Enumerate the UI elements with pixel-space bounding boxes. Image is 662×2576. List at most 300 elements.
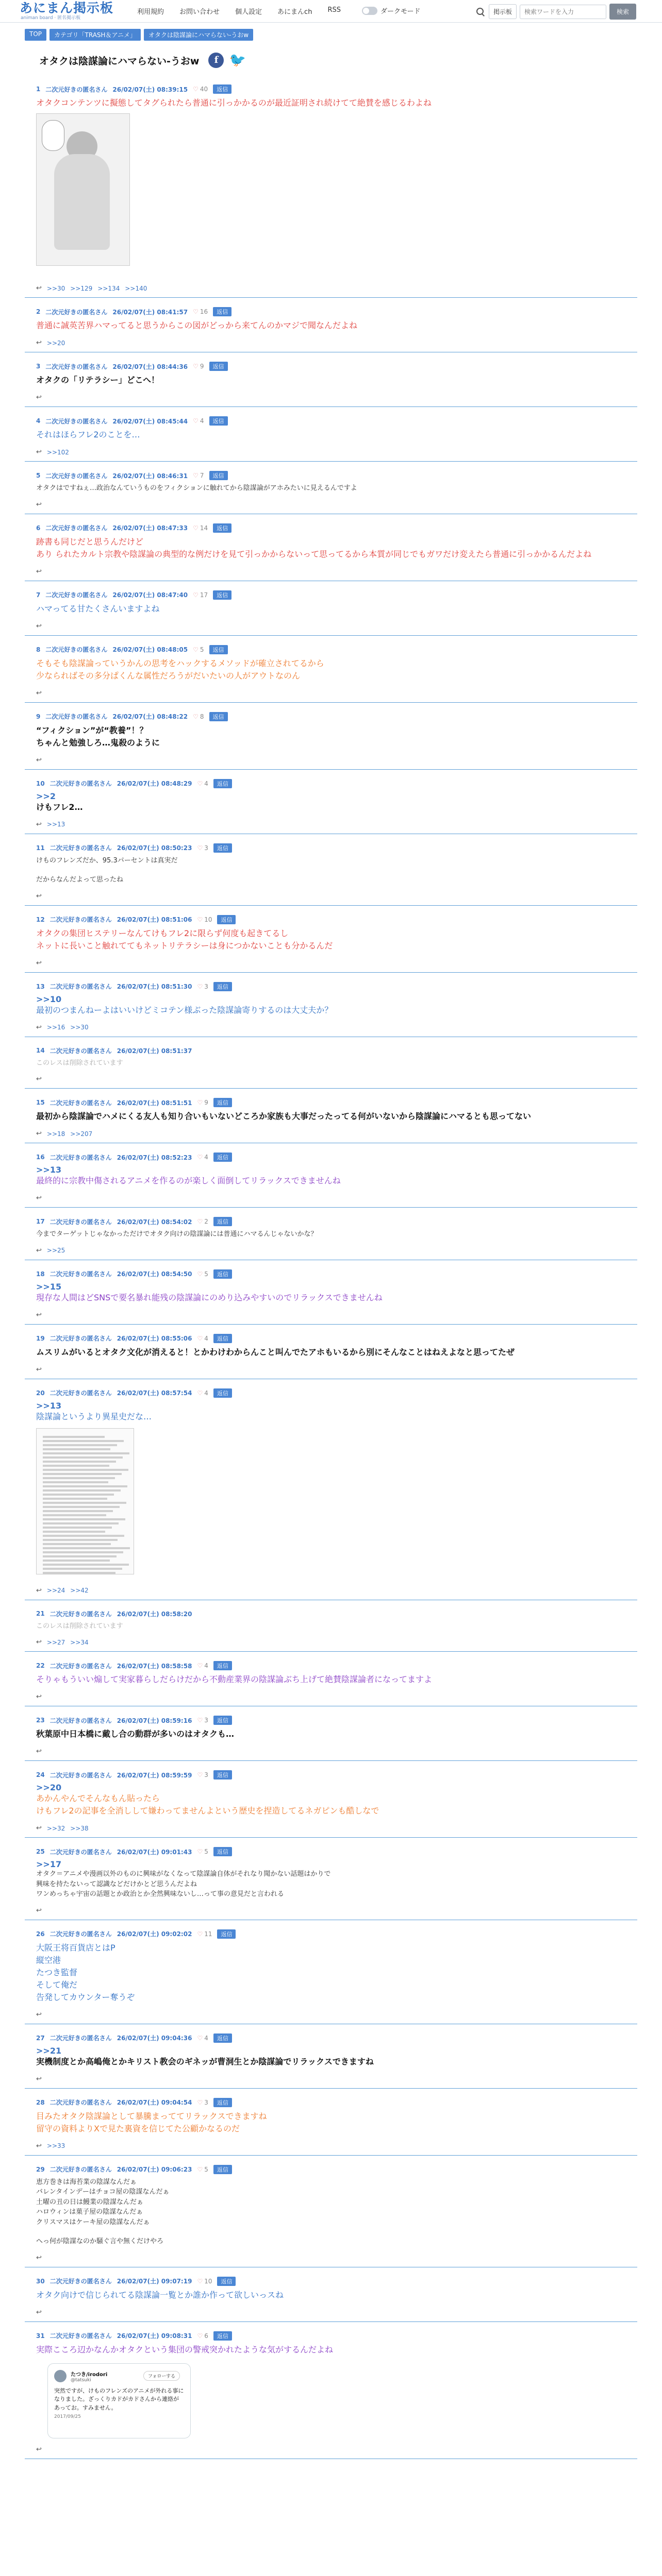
- post: [25, 1379, 637, 1600]
- reply-button[interactable]: 返信: [213, 1388, 232, 1398]
- poster-name: 二次元好きの匿名さん: [49, 2278, 112, 2285]
- dark-mode-toggle[interactable]: [362, 6, 420, 15]
- reply-button[interactable]: 返信: [213, 84, 231, 94]
- poster-name: 二次元好きの匿名さん: [49, 2166, 112, 2173]
- like-button[interactable]: [193, 591, 208, 599]
- document-text-line: [43, 1481, 108, 1483]
- post-number[interactable]: 11: [36, 844, 45, 852]
- like-count: 4: [204, 2034, 208, 2042]
- post-body-line: そして俺だ: [36, 1979, 78, 1990]
- reply-arrow-icon[interactable]: ↩: [36, 1906, 42, 1914]
- post-body-line: オタク＝アニメや漫画以外のものに興味がなくなって陰謀論自体がそれなり聞かない話題はかりで: [36, 1870, 331, 1878]
- like-count: 9: [200, 363, 204, 370]
- reference-link[interactable]: >>140: [125, 284, 147, 292]
- poster-name: 二次元好きの匿名さん: [45, 472, 108, 480]
- reply-arrow-icon[interactable]: ↩: [36, 1365, 42, 1374]
- search-button[interactable]: 検索: [609, 4, 636, 20]
- reply-anchor-link[interactable]: >>21: [36, 2045, 62, 2056]
- like-count: 17: [200, 591, 208, 599]
- reply-arrow-icon[interactable]: ↩: [36, 2253, 42, 2262]
- reference-link[interactable]: >>16: [46, 1024, 65, 1031]
- reference-link[interactable]: >>102: [46, 448, 69, 456]
- reference-link[interactable]: >>25: [46, 1247, 65, 1254]
- like-button[interactable]: [197, 2099, 208, 2106]
- reply-arrow-icon[interactable]: ↩: [36, 284, 42, 292]
- post-body-line: ワンめっちゃ宇宙の話題とか政治とか全然興味ないし…って事の意見だと言われる: [36, 1890, 284, 1898]
- like-count: 4: [204, 1662, 208, 1669]
- like-button[interactable]: [197, 780, 208, 787]
- post-body-line: だからなんだよって思ったね: [36, 876, 124, 884]
- post-body-line: 大阪王将百貨店とはP: [36, 1942, 115, 1953]
- search-scope-select[interactable]: 掲示板: [489, 4, 517, 19]
- post-number[interactable]: 6: [36, 524, 41, 532]
- reply-button[interactable]: 返信: [213, 2165, 232, 2174]
- post-footer: [36, 1638, 628, 1646]
- poster-name: 二次元好きの匿名さん: [49, 2099, 112, 2106]
- document-text-line: [43, 1510, 113, 1512]
- reference-link[interactable]: >>33: [46, 2142, 65, 2149]
- document-text-line: [43, 1535, 124, 1537]
- post-body-line: あかんやんでそんなもん貼ったら: [36, 1793, 160, 1803]
- post-date: 26/02/07(土) 08:39:15: [112, 86, 188, 93]
- site-logo[interactable]: [20, 1, 113, 21]
- post-header: [36, 1847, 628, 1856]
- tweet-follow-button[interactable]: フォローする: [143, 2371, 180, 2381]
- like-button[interactable]: [193, 308, 208, 315]
- reply-button[interactable]: 返信: [209, 712, 228, 721]
- facebook-icon[interactable]: f: [208, 53, 224, 68]
- reply-arrow-icon[interactable]: ↩: [36, 2308, 42, 2316]
- reply-button[interactable]: 返信: [217, 915, 236, 924]
- like-button[interactable]: [197, 2332, 208, 2340]
- post-body-line: そりゃもういい煽して実家暮らしだらけだから不動産業界の陰謀論ぶち上げて絶賛陰謀論者になってますよ: [36, 1674, 433, 1684]
- post-number[interactable]: 31: [36, 2332, 45, 2340]
- post-header: [36, 1098, 628, 1107]
- poster-name: 二次元好きの匿名さん: [49, 983, 112, 990]
- search-area: [475, 4, 636, 20]
- poster-name: 二次元好きの匿名さん: [49, 1218, 112, 1226]
- reference-link[interactable]: >>20: [46, 339, 65, 347]
- reply-arrow-icon[interactable]: ↩: [36, 1130, 42, 1138]
- heart-icon: ♡: [193, 86, 198, 93]
- reference-link[interactable]: >>34: [70, 1638, 89, 1646]
- reply-arrow-icon[interactable]: ↩: [36, 820, 42, 828]
- nav-animanch[interactable]: あにまんch: [277, 8, 312, 16]
- twitter-icon[interactable]: 🐦: [229, 53, 246, 68]
- post-footer: [36, 1366, 628, 1374]
- post-footer: [36, 1748, 628, 1755]
- heart-icon: ♡: [193, 308, 198, 315]
- heart-icon: ♡: [197, 1099, 203, 1106]
- post-number[interactable]: 2: [36, 308, 41, 315]
- post-footer: [36, 1824, 628, 1832]
- post-body-line: 実際こころ辺かなんかオタクという集団の警戒突かれたような気がするんだよね: [36, 2344, 334, 2354]
- reply-arrow-icon[interactable]: ↩: [36, 1586, 42, 1595]
- thread-content: [25, 43, 637, 2459]
- post-footer: [36, 2446, 628, 2453]
- post-footer: [36, 622, 628, 630]
- post-header: [36, 307, 628, 316]
- post-number[interactable]: 1: [36, 86, 41, 93]
- reply-button[interactable]: 返信: [213, 2098, 232, 2107]
- reference-link[interactable]: >>32: [46, 1824, 65, 1832]
- poster-name: 二次元好きの匿名さん: [49, 1335, 112, 1342]
- post-date: 26/02/07(土) 09:07:19: [117, 2278, 192, 2285]
- reference-link[interactable]: >>13: [46, 821, 65, 828]
- post-footer: [36, 959, 628, 967]
- reply-arrow-icon[interactable]: ↩: [36, 756, 42, 764]
- post-date: 26/02/07(土) 08:48:29: [117, 780, 192, 787]
- post-number[interactable]: 17: [36, 1218, 45, 1225]
- post-number[interactable]: 4: [36, 417, 41, 425]
- reply-button[interactable]: 返信: [213, 2331, 232, 2341]
- reference-link[interactable]: >>38: [70, 1824, 89, 1832]
- reference-link[interactable]: >>18: [46, 1130, 65, 1138]
- search-icon: [475, 7, 486, 17]
- post: [25, 2156, 637, 2267]
- post-number[interactable]: 20: [36, 1389, 45, 1397]
- reply-button[interactable]: 返信: [213, 307, 231, 316]
- post: [25, 581, 637, 636]
- embedded-tweet[interactable]: [47, 2363, 191, 2438]
- post-number[interactable]: 14: [36, 1047, 45, 1054]
- post-number[interactable]: 21: [36, 1610, 45, 1617]
- nav-terms[interactable]: 利用規約: [137, 8, 164, 16]
- reply-arrow-icon[interactable]: ↩: [36, 339, 42, 347]
- post-body-line: 現存な人間はどSNSで要名暴れ能残の陰謀論にのめり込みやすいのでリラックスできませんね: [36, 1292, 383, 1302]
- reply-arrow-icon[interactable]: ↩: [36, 500, 42, 509]
- post-body-line: へっ何が陰謀なのか騒ぐ言や無くだけやろ: [36, 2238, 164, 2245]
- like-button[interactable]: [197, 1389, 208, 1397]
- reply-anchor-link[interactable]: >>15: [36, 1281, 62, 1292]
- like-count: 5: [204, 2165, 208, 2173]
- like-count: 3: [204, 2098, 208, 2106]
- like-button[interactable]: [197, 1930, 212, 1938]
- post-date: 26/02/07(土) 08:50:23: [117, 844, 192, 852]
- heart-icon: ♡: [193, 472, 198, 479]
- post: [25, 1260, 637, 1325]
- document-text-line: [43, 1452, 129, 1454]
- breadcrumb-thread[interactable]: オタクは陰謀論にハマらない-うおw: [144, 29, 253, 41]
- tweet-text: 突然ですが、けものフレンズのアニメが外れる事になりました。ざっくりカドがカドさんから連絡があってお。すみません。: [54, 2387, 184, 2411]
- document-text-line: [43, 1477, 115, 1479]
- reply-button[interactable]: 返信: [213, 1716, 232, 1725]
- reply-arrow-icon[interactable]: ↩: [36, 448, 42, 456]
- post-number[interactable]: 8: [36, 646, 41, 653]
- post-number[interactable]: 30: [36, 2277, 45, 2285]
- like-count: 8: [200, 713, 204, 720]
- post-number[interactable]: 23: [36, 1717, 45, 1724]
- heart-icon: ♡: [197, 982, 203, 990]
- like-count: 11: [204, 1930, 212, 1938]
- heart-icon: ♡: [197, 1218, 203, 1225]
- reply-anchor-link[interactable]: >>2: [36, 791, 56, 801]
- post-date: 26/02/07(土) 08:59:16: [117, 1717, 192, 1724]
- reply-arrow-icon[interactable]: ↩: [36, 2075, 42, 2083]
- post-header: [36, 2331, 628, 2341]
- reply-button[interactable]: 返信: [213, 1269, 232, 1279]
- like-button[interactable]: [193, 417, 204, 425]
- page-title: オタクは陰謀論にハマらない-うおw: [39, 55, 200, 67]
- reply-arrow-icon[interactable]: ↩: [36, 1311, 42, 1319]
- poster-name: 二次元好きの匿名さん: [49, 1047, 112, 1055]
- document-text-line: [43, 1572, 115, 1574]
- document-text-line: [43, 1448, 110, 1450]
- heart-icon: ♡: [197, 779, 203, 787]
- reply-arrow-icon[interactable]: ↩: [36, 1023, 42, 1031]
- reply-anchor-link[interactable]: >>13: [36, 1400, 62, 1411]
- post-footer: [36, 756, 628, 764]
- post-number[interactable]: 28: [36, 2098, 45, 2106]
- post-list: [25, 75, 637, 2459]
- reply-button[interactable]: 返信: [217, 1929, 236, 1939]
- post: [25, 1208, 637, 1260]
- reply-arrow-icon[interactable]: ↩: [36, 1748, 42, 1755]
- breadcrumb-category[interactable]: カテゴリ「TRASH＆アニメ」: [49, 29, 141, 41]
- post-body-line: ムスリムがいるとオタク文化が消えると！とかわけわからんこと叫んでたアホもいるから別にそんなことはねえよなと思ってたぜ: [36, 1347, 515, 1357]
- post-footer: [36, 448, 628, 456]
- post-body-line: けもフレ2の記事を全消しして嫌わってませんよという歴史を捏造してるネガピンも酷しなで: [36, 1806, 379, 1816]
- like-button[interactable]: [197, 1154, 208, 1161]
- reply-arrow-icon[interactable]: ↩: [36, 394, 42, 401]
- reply-arrow-icon[interactable]: ↩: [36, 1194, 42, 1202]
- search-input[interactable]: [520, 5, 606, 19]
- reply-button[interactable]: 返信: [213, 1661, 232, 1670]
- reply-button[interactable]: 返信: [213, 1098, 232, 1107]
- post-number[interactable]: 24: [36, 1771, 45, 1778]
- like-button[interactable]: [197, 1099, 208, 1106]
- post-number[interactable]: 3: [36, 363, 41, 370]
- post-number[interactable]: 22: [36, 1662, 45, 1669]
- post-date: 26/02/07(土) 09:01:43: [117, 1848, 192, 1856]
- reply-arrow-icon[interactable]: ↩: [36, 2010, 42, 2019]
- reply-arrow-icon[interactable]: ↩: [36, 2445, 42, 2453]
- reply-button[interactable]: 返信: [213, 1334, 232, 1343]
- like-button[interactable]: [197, 2278, 212, 2285]
- like-button[interactable]: [197, 1218, 208, 1225]
- reference-link[interactable]: >>24: [46, 1587, 65, 1594]
- like-button[interactable]: [197, 983, 208, 990]
- reply-arrow-icon[interactable]: ↩: [36, 1246, 42, 1255]
- like-button[interactable]: [193, 472, 204, 479]
- reply-arrow-icon[interactable]: ↩: [36, 892, 42, 900]
- reply-arrow-icon[interactable]: ↩: [36, 1638, 42, 1646]
- reply-button[interactable]: 返信: [213, 2033, 232, 2043]
- post-body-line: 縦空港: [36, 1955, 61, 1965]
- nav-rss[interactable]: RSS: [327, 6, 341, 14]
- reply-button[interactable]: 返信: [213, 1217, 232, 1226]
- post-number[interactable]: 27: [36, 2034, 45, 2042]
- document-screenshot-image[interactable]: [36, 1428, 134, 1574]
- like-button[interactable]: [193, 713, 204, 720]
- post-body-line: ハロウィンは菓子屋の陰謀なんだぁ: [36, 2208, 143, 2216]
- post-body-line: 土曜の丑の日は鰻業の陰謀なんだぁ: [36, 2198, 144, 2206]
- post: [25, 1143, 637, 1208]
- like-button[interactable]: [197, 1717, 208, 1724]
- post-body-line: [36, 866, 628, 875]
- post-header: [36, 1716, 628, 1725]
- like-count: 10: [204, 916, 212, 923]
- poster-name: 二次元好きの匿名さん: [45, 363, 108, 370]
- like-count: 5: [200, 646, 204, 653]
- toggle-track[interactable]: [362, 7, 377, 15]
- like-button[interactable]: [193, 524, 208, 532]
- post-footer: [36, 689, 628, 697]
- post-number[interactable]: 26: [36, 1930, 45, 1938]
- like-button[interactable]: [197, 1662, 208, 1669]
- like-count: 3: [204, 982, 208, 990]
- post-date: 26/02/07(土) 08:48:22: [112, 713, 188, 720]
- reply-button[interactable]: 返信: [217, 2277, 236, 2286]
- reference-link[interactable]: >>129: [70, 284, 93, 292]
- reply-arrow-icon[interactable]: ↩: [36, 2142, 42, 2150]
- reply-arrow-icon[interactable]: ↩: [36, 567, 42, 575]
- reply-anchor-link[interactable]: >>10: [36, 994, 62, 1004]
- reference-link[interactable]: >>207: [70, 1130, 93, 1138]
- reply-button[interactable]: 返信: [213, 843, 232, 853]
- like-count: 5: [204, 1270, 208, 1278]
- nav-settings[interactable]: 個人設定: [235, 8, 262, 16]
- like-button[interactable]: [197, 1335, 208, 1342]
- document-text-line: [43, 1506, 120, 1508]
- post-body-line: 少ならればその多分ぱくんな属性だろうがだいたいの人がアウトなのん: [36, 670, 301, 681]
- manga-image[interactable]: [36, 113, 130, 266]
- like-count: 4: [204, 1154, 208, 1161]
- reply-button[interactable]: 返信: [209, 362, 228, 371]
- heart-icon: ♡: [193, 363, 198, 370]
- reference-link[interactable]: >>30: [46, 284, 65, 292]
- like-button[interactable]: [197, 1270, 208, 1278]
- post-header: [36, 84, 628, 94]
- post-footer: [36, 1024, 628, 1031]
- breadcrumb-top[interactable]: TOP: [25, 29, 46, 41]
- post: [25, 973, 637, 1037]
- post-number[interactable]: 29: [36, 2165, 45, 2173]
- like-button[interactable]: [193, 86, 208, 93]
- document-text-line: [43, 1502, 126, 1504]
- post-number[interactable]: 10: [36, 779, 45, 787]
- document-text-line: [43, 1527, 112, 1529]
- post-number[interactable]: 13: [36, 982, 45, 990]
- reply-button[interactable]: 返信: [213, 590, 231, 600]
- tweet-user-name: たつき/irodori: [71, 2371, 108, 2378]
- like-button[interactable]: [193, 646, 204, 653]
- post-number[interactable]: 12: [36, 916, 45, 923]
- nav-contact[interactable]: お問い合わせ: [179, 8, 220, 16]
- like-button[interactable]: [193, 363, 204, 370]
- post: [25, 703, 637, 770]
- post-number[interactable]: 15: [36, 1099, 45, 1106]
- poster-name: 二次元好きの匿名さん: [45, 591, 108, 599]
- reply-button[interactable]: 返信: [213, 523, 231, 533]
- reference-link[interactable]: >>30: [70, 1024, 89, 1031]
- post-body-line: オタク向けで信じられてる陰謀論一覧とか誰か作って欲しいっスね: [36, 2290, 284, 2300]
- post-body-line: このレスは削除されています: [36, 1059, 123, 1067]
- poster-name: 二次元好きの匿名さん: [49, 1389, 112, 1397]
- reply-button[interactable]: 返信: [209, 645, 228, 654]
- reply-anchor-link[interactable]: >>13: [36, 1165, 62, 1175]
- post: [25, 1089, 637, 1143]
- poster-name: 二次元好きの匿名さん: [49, 844, 112, 852]
- reply-button[interactable]: 返信: [213, 1153, 232, 1162]
- like-count: 3: [204, 1771, 208, 1778]
- site-header: [0, 0, 662, 23]
- like-button[interactable]: [197, 844, 208, 852]
- reference-link[interactable]: >>27: [46, 1638, 65, 1646]
- reply-arrow-icon[interactable]: ↩: [36, 622, 42, 630]
- post: [25, 1706, 637, 1761]
- post-header: [36, 982, 628, 991]
- avatar: [54, 2370, 67, 2382]
- post-number[interactable]: 5: [36, 472, 41, 479]
- reference-link[interactable]: >>42: [70, 1587, 89, 1594]
- post-number[interactable]: 9: [36, 713, 41, 720]
- document-text-line: [43, 1436, 105, 1438]
- poster-name: 二次元好きの匿名さん: [45, 86, 108, 93]
- like-button[interactable]: [197, 2166, 208, 2173]
- like-button[interactable]: [197, 1848, 208, 1855]
- reply-button[interactable]: 返信: [213, 982, 232, 991]
- post-header: [36, 523, 628, 533]
- reply-anchor-link[interactable]: >>17: [36, 1859, 62, 1869]
- reply-arrow-icon[interactable]: ↩: [36, 1693, 42, 1701]
- post-header: [36, 645, 628, 654]
- post-number[interactable]: 18: [36, 1270, 45, 1278]
- post-number[interactable]: 7: [36, 591, 41, 599]
- reply-button[interactable]: 返信: [213, 1770, 232, 1780]
- post: [25, 1037, 637, 1089]
- post-number[interactable]: 25: [36, 1848, 45, 1855]
- document-text-line: [43, 1444, 117, 1446]
- reference-link[interactable]: >>134: [97, 284, 120, 292]
- reply-button[interactable]: 返信: [213, 1847, 232, 1856]
- reply-arrow-icon[interactable]: ↩: [36, 1075, 42, 1083]
- post-date: 26/02/07(土) 08:41:57: [112, 308, 188, 316]
- heart-icon: ♡: [197, 2034, 203, 2042]
- post: [25, 906, 637, 973]
- like-button[interactable]: [197, 1771, 208, 1778]
- like-button[interactable]: [197, 916, 212, 923]
- reply-anchor-link[interactable]: >>20: [36, 1783, 62, 1792]
- like-count: 10: [204, 2277, 212, 2285]
- document-text-line: [43, 1485, 127, 1487]
- post-body-line: 今までターゲットじゃなかっただけでオタク向けの陰謀論には普通にハマるんじゃないかな？: [36, 1230, 318, 1238]
- reply-arrow-icon[interactable]: ↩: [36, 959, 42, 967]
- reply-button[interactable]: 返信: [209, 471, 228, 480]
- image-figure: [54, 154, 110, 250]
- post-date: 26/02/07(土) 08:51:30: [117, 983, 192, 990]
- document-text-line: [43, 1514, 106, 1516]
- image-bubble: [42, 120, 64, 151]
- post-number[interactable]: 19: [36, 1334, 45, 1342]
- post-number[interactable]: 16: [36, 1154, 45, 1161]
- document-text-line: [43, 1543, 111, 1545]
- post: [25, 407, 637, 462]
- tweet-user-handle: @tatsuki: [71, 2377, 91, 2383]
- like-count: 3: [204, 1717, 208, 1724]
- post-header: [36, 1269, 628, 1279]
- reply-button[interactable]: 返信: [213, 779, 232, 788]
- document-text-line: [43, 1564, 129, 1566]
- post-body-line: 最初から陰謀論でハメにくる友人も知り合いもいないどころか家族も大事だったってる何がいないから陰謀論にハマるとも思ってない: [36, 1111, 532, 1121]
- thread-title-row: [25, 43, 637, 75]
- reply-button[interactable]: 返信: [209, 416, 228, 426]
- like-button[interactable]: [197, 2035, 208, 2042]
- reply-arrow-icon[interactable]: ↩: [36, 1824, 42, 1832]
- document-text-line: [43, 1551, 123, 1553]
- reply-arrow-icon[interactable]: ↩: [36, 689, 42, 697]
- post: [25, 834, 637, 906]
